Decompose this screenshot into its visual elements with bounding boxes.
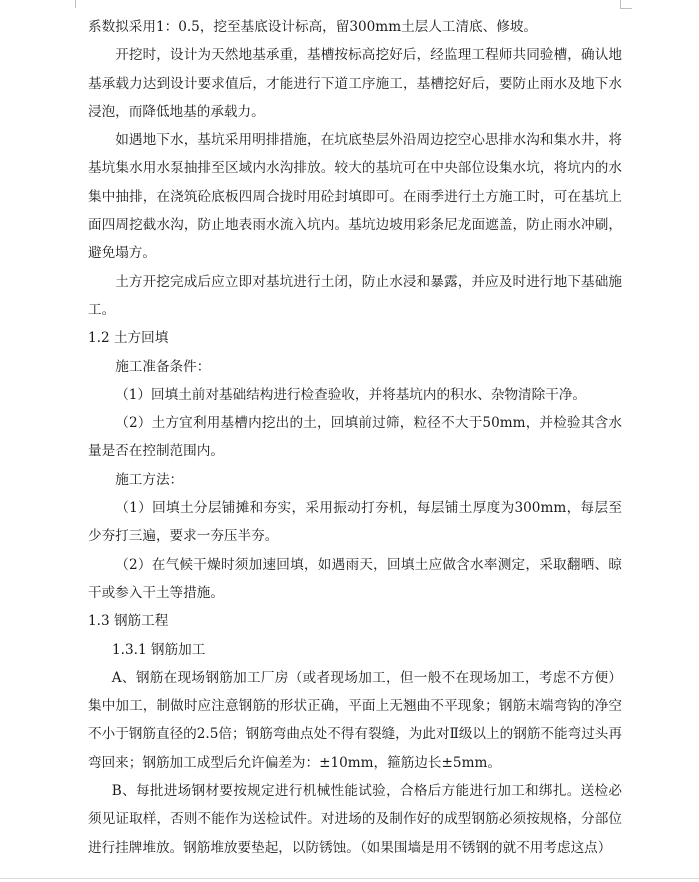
paragraph-rebar-item-a: A、钢筋在现场钢筋加工厂房（或者现场加工，但一般不在现场加工，考虑不方便）集中加工，制做时应注意钢筋的形状正确，平面上无翘曲不平现象；钢筋末端弯钩的净空不小于钢筋直径的2.5倍；钢筋弯曲点处不得有裂缝，为此对Ⅱ级以上的钢筋不能弯过头再弯回来；钢筋加工成型后允许偏差为：±10mm，箍筋边长±5mm。 [88,669,622,771]
paragraph-pit-closure: 土方开挖完成后应立即对基坑进行土闭，防止水浸和暴露，并应及时进行地下基础施工。 [88,273,622,318]
paragraph-excavation-slope: 系数拟采用1：0.5，挖至基底设计标高，留300mm土层人工清底、修坡。 [88,19,538,35]
paragraph-preparation-item-1: （1）回填土前对基础结构进行检查验收，并将基坑内的积水、杂物清除干净。 [115,386,587,403]
subsection-heading-rebar-processing: 1.3.1 钢筋加工 [112,641,206,658]
paragraph-rebar-item-b: B、每批进场钢材要按规定进行机械性能试验，合格后方能进行加工和绑扎。送检必须见证取样，否则不能作为送检试件。对进场的及制作好的成型钢筋必须按规格，分部位进行挂牌堆放。钢筋堆放要垫起，以防锈蚀。（如果围墙是用不锈钢的就不用考虑这点） [88,783,622,856]
crop-mark-right-horizontal [620,8,632,9]
section-heading-rebar: 1.3 钢筋工程 [88,613,169,630]
document-body[interactable] [88,13,622,862]
paragraph-excavation-inspection: 开挖时，设计为天然地基承重，基槽按标高挖好后，经监理工程师共同验槽，确认地基承载力达到设计要求值后，才能进行下道工序施工，基槽挖好后，要防止雨水及地下水浸泡，而降低地基的承载力。 [88,47,622,120]
paragraph-method-label: 施工方法： [115,471,184,488]
paragraph-method-item-1: （1）回填土分层铺摊和夯实，采用振动打夯机，每层铺土厚度为300mm，每层至少夯打三遍，要求一夯压半夯。 [88,500,622,545]
paragraph-preparation-item-2: （2）土方宜利用基槽内挖出的土，回填前过筛，粒径不大于50mm，并检验其含水量是否在控制范围内。 [88,415,622,460]
paragraph-groundwater-drainage: 如遇地下水，基坑采用明排措施，在坑底垫层外沿周边挖空心思排水沟和集水井，将基坑集水用水泵抽排至区域内水沟排放。较大的基坑可在中央部位设集水坑，将坑内的水集中抽排，在浇筑砼底板四周合拢时用砼封填即可。在雨季进行土方施工时，可在基坑上面四周挖截水沟，防止地表雨水流入坑内。基坑边坡用彩条尼龙面遮盖，防止雨水冲刷，避免塌方。 [88,132,622,262]
paragraph-method-item-2: （2）在气候干燥时须加速回填，如遇雨天，回填土应做含水率测定，采取翻晒、晾干或参入干土等措施。 [88,556,622,601]
section-heading-backfill: 1.2 土方回填 [88,330,169,347]
crop-mark-left [75,0,76,8]
page-bottom-rule [0,878,699,879]
paragraph-preparation-label: 施工准备条件： [115,358,211,375]
crop-mark-right [620,0,621,8]
